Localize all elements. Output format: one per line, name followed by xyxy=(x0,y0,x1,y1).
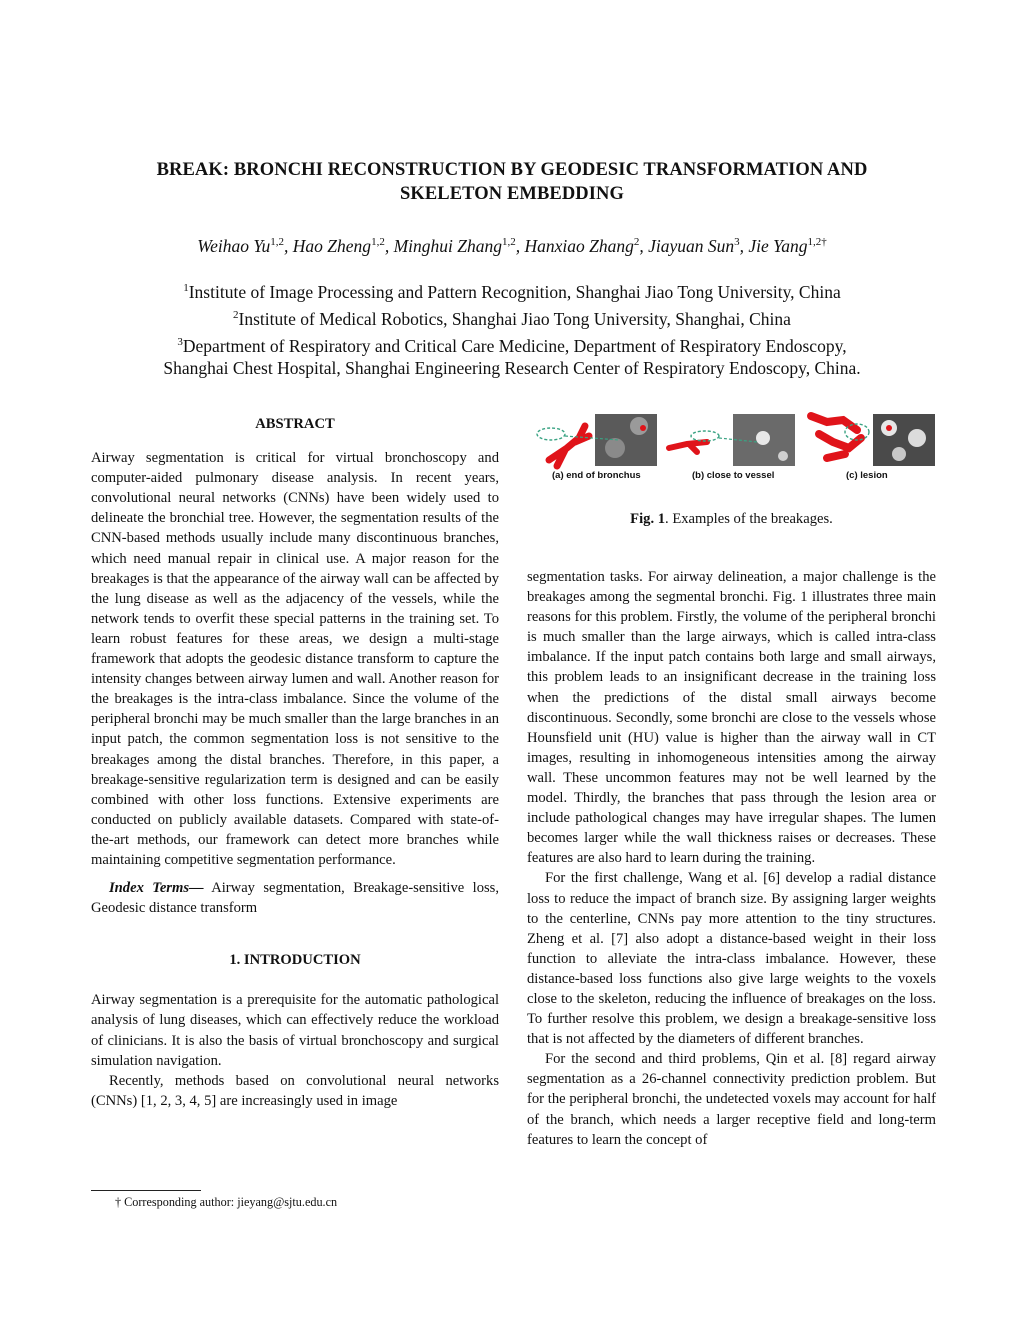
affiliation-line xyxy=(60,357,964,380)
author-name: Hanxiao Zhang xyxy=(524,235,634,256)
right-paragraph-2: For the first challenge, Wang et al. [6] develop a radial distance loss to reduce the impact of branch size. By assigning larger weights to the centerline, CNNs pay more attention to the tiny structures. Zheng et al. [7] also adopt a distance-based weight in their loss function to alleviate the intra-class imbalance. However, these distance-based loss functions also give large weights to the voxels close to the skeleton, reducing the influence of breakages on the loss. To further resolve this problem, we design a breakage-sensitive loss that is not affected by the diameters of different branches. xyxy=(527,870,936,1048)
ct-texture xyxy=(630,417,648,435)
title-line-1: BREAK: BRONCHI RECONSTRUCTION BY GEODESIC TRANSFORMATION AND xyxy=(156,160,868,180)
breakage-circle-a xyxy=(537,428,565,440)
affiliation-sup: 2 xyxy=(233,308,239,321)
author-sup: 1,2 xyxy=(270,236,285,248)
affiliation-line xyxy=(60,304,964,331)
ct-highlight xyxy=(640,425,646,431)
author-sup: 2 xyxy=(633,236,640,248)
affiliation-text: Institute of Image Processing and Pattern Recognition, Shanghai Jiao Tong University, China xyxy=(188,281,841,302)
affiliation-text: Institute of Medical Robotics, Shanghai Jiao Tong University, Shanghai, China xyxy=(238,308,791,329)
ct-texture xyxy=(605,438,625,458)
intro-paragraph-1: Airway segmentation is a prerequisite for the automatic pathological analysis of lung diseases, which can effectively reduce the workload of clinicians. It is also the basis of virtual bronchoscopy and surgical simulation navigation. xyxy=(91,992,499,1069)
figure-label-b: (b) close to vessel xyxy=(692,470,775,481)
author-name: Jie Yang xyxy=(748,235,808,256)
author-name: Minghui Zhang xyxy=(393,235,502,256)
affiliation-sup: 1 xyxy=(183,282,189,294)
panel-b xyxy=(669,414,795,466)
author-name: Jiayuan Sun xyxy=(648,235,735,256)
affiliation-line xyxy=(60,331,964,358)
affiliation-sup: 3 xyxy=(177,335,183,348)
ct-patch-a xyxy=(595,414,657,466)
airway-shape-a xyxy=(549,426,589,466)
right-paragraph-3: For the second and third problems, Qin et al. [8] regard airway segmentation as a 26-channel connectivity prediction problem. But for the peripheral bronchi, the undetected voxels may account for half of the branch, which needs a larger receptive field and long-term features to learn the concept of xyxy=(527,1051,936,1148)
ct-highlight xyxy=(886,425,892,431)
affiliation-line xyxy=(60,277,964,304)
figure-caption-label: Fig. 1 xyxy=(630,511,666,527)
airway-shape-c xyxy=(811,416,861,458)
index-terms-label: Index Terms— xyxy=(109,880,204,897)
index-terms-text: Airway segmentation, Breakage-sensitive loss, Geodesic distance transform xyxy=(91,880,500,917)
ct-vessel xyxy=(756,431,770,445)
affiliation-text: Shanghai Chest Hospital, Shanghai Engineering Research Center of Respiratory Endoscopy, China. xyxy=(163,358,861,379)
footnote: † Corresponding author: jieyang@sjtu.edu.cn xyxy=(115,1195,338,1209)
author-list: Weihao Yu$^{1,2}$, Hao Zheng$^{1,2}$, Minghui Zhang$^{1,2}$, Hanxiao Zhang$^2$, Jiayuan Sun$^3$, Jie Yang$^{1,2\dagger}$ xyxy=(197,235,827,256)
intro-paragraph-2: Recently, methods based on convolutional neural networks (CNNs) [1, 2, 3, 4, 5] are increasingly used in image xyxy=(91,1072,499,1109)
author-sup: 3 xyxy=(734,236,740,248)
footnote-rule xyxy=(91,1190,201,1191)
airway-shape-b xyxy=(669,442,707,452)
left-column xyxy=(91,414,499,1111)
right-column xyxy=(527,567,936,1150)
figure-label-a: (a) end of bronchus xyxy=(552,470,641,481)
author-sup: 1,2 xyxy=(371,236,385,248)
panel-a xyxy=(537,414,657,466)
author-name: Hao Zheng xyxy=(292,235,372,256)
right-paragraph-1: segmentation tasks. For airway delineation, a major challenge is the breakages among the segmental bronchi. Fig. 1 illustrates three main reasons for this problem. Firstly, the volume of the peripheral bronchi is much smaller than the large airways, which is called intra-class imbalance. If the input patch contains both large and small airways, this problem leads to an insignificant decrease in the training loss when the predictions of the distal small airways become discontinuous. Secondly, some bronchi are close to the vessels whose Hounsfield unit (HU) value is higher than the airway wall in CT images, resulting in inhomogeneous intensities among the airway wall. These uncommon features may not be well learned by the model. Thirdly, the branches that pass through the lesion area or include pathological changes may have irregular shapes. The lumen becomes larger while the wall thickness raises or decreases. These features are also hard to learn during the training. xyxy=(527,569,936,867)
author-sup: 1,2† xyxy=(807,236,827,248)
figure-label-c: (c) lesion xyxy=(846,470,888,481)
ct-vessel xyxy=(778,451,788,461)
figure-caption xyxy=(527,511,936,528)
ct-lesion xyxy=(892,447,906,461)
title-line-2: SKELETON EMBEDDING xyxy=(399,184,625,204)
panel-c xyxy=(811,414,935,466)
figure-caption-text: . Examples of the breakages. xyxy=(665,511,833,527)
intro-heading: 1. INTRODUCTION xyxy=(229,952,361,969)
author-sup: 1,2 xyxy=(501,236,516,248)
abstract-heading: ABSTRACT xyxy=(255,416,335,432)
author-name: Weihao Yu xyxy=(197,235,271,256)
affiliations xyxy=(60,277,964,380)
ct-lesion xyxy=(908,429,926,447)
index-terms xyxy=(91,878,499,918)
affiliation-text: Department of Respiratory and Critical Care Medicine, Department of Respiratory Endoscopy, xyxy=(182,335,847,356)
abstract-text: Airway segmentation is critical for virtual bronchoscopy and computer-aided pulmonary disease analysis. In recent years, convolutional neural networks (CNNs) have been widely used to delineate the bronchial tree. However, the segmentation results of the CNN-based methods usually include many discontinuous branches, which need manual repair in clinical use. A major reason for the breakages is that the appearance of the airway wall can be affected by the lung disease as well as the adjacency of the vessels, while the network tends to overfit these special patterns in the training set. To learn robust features for these areas, we design a multi-stage framework that adopts the geodesic distance transform to capture the intensity changes between airway lumen and wall. Another reason for the breakages is the intra-class imbalance. Since the volume of the peripheral bronchi may be much smaller than the large branches in an input patch, the common segmentation loss is not sensitive to the breakages among the distal branches. Therefore, in this paper, a breakage-sensitive regularization term is designed and can be easily combined with other loss functions. Extensive experiments are conducted on publicly available datasets. Compared with state-of-the-art methods, our framework can detect more branches while maintaining competitive segmentation performance. xyxy=(91,450,499,868)
paper-title xyxy=(90,158,934,206)
